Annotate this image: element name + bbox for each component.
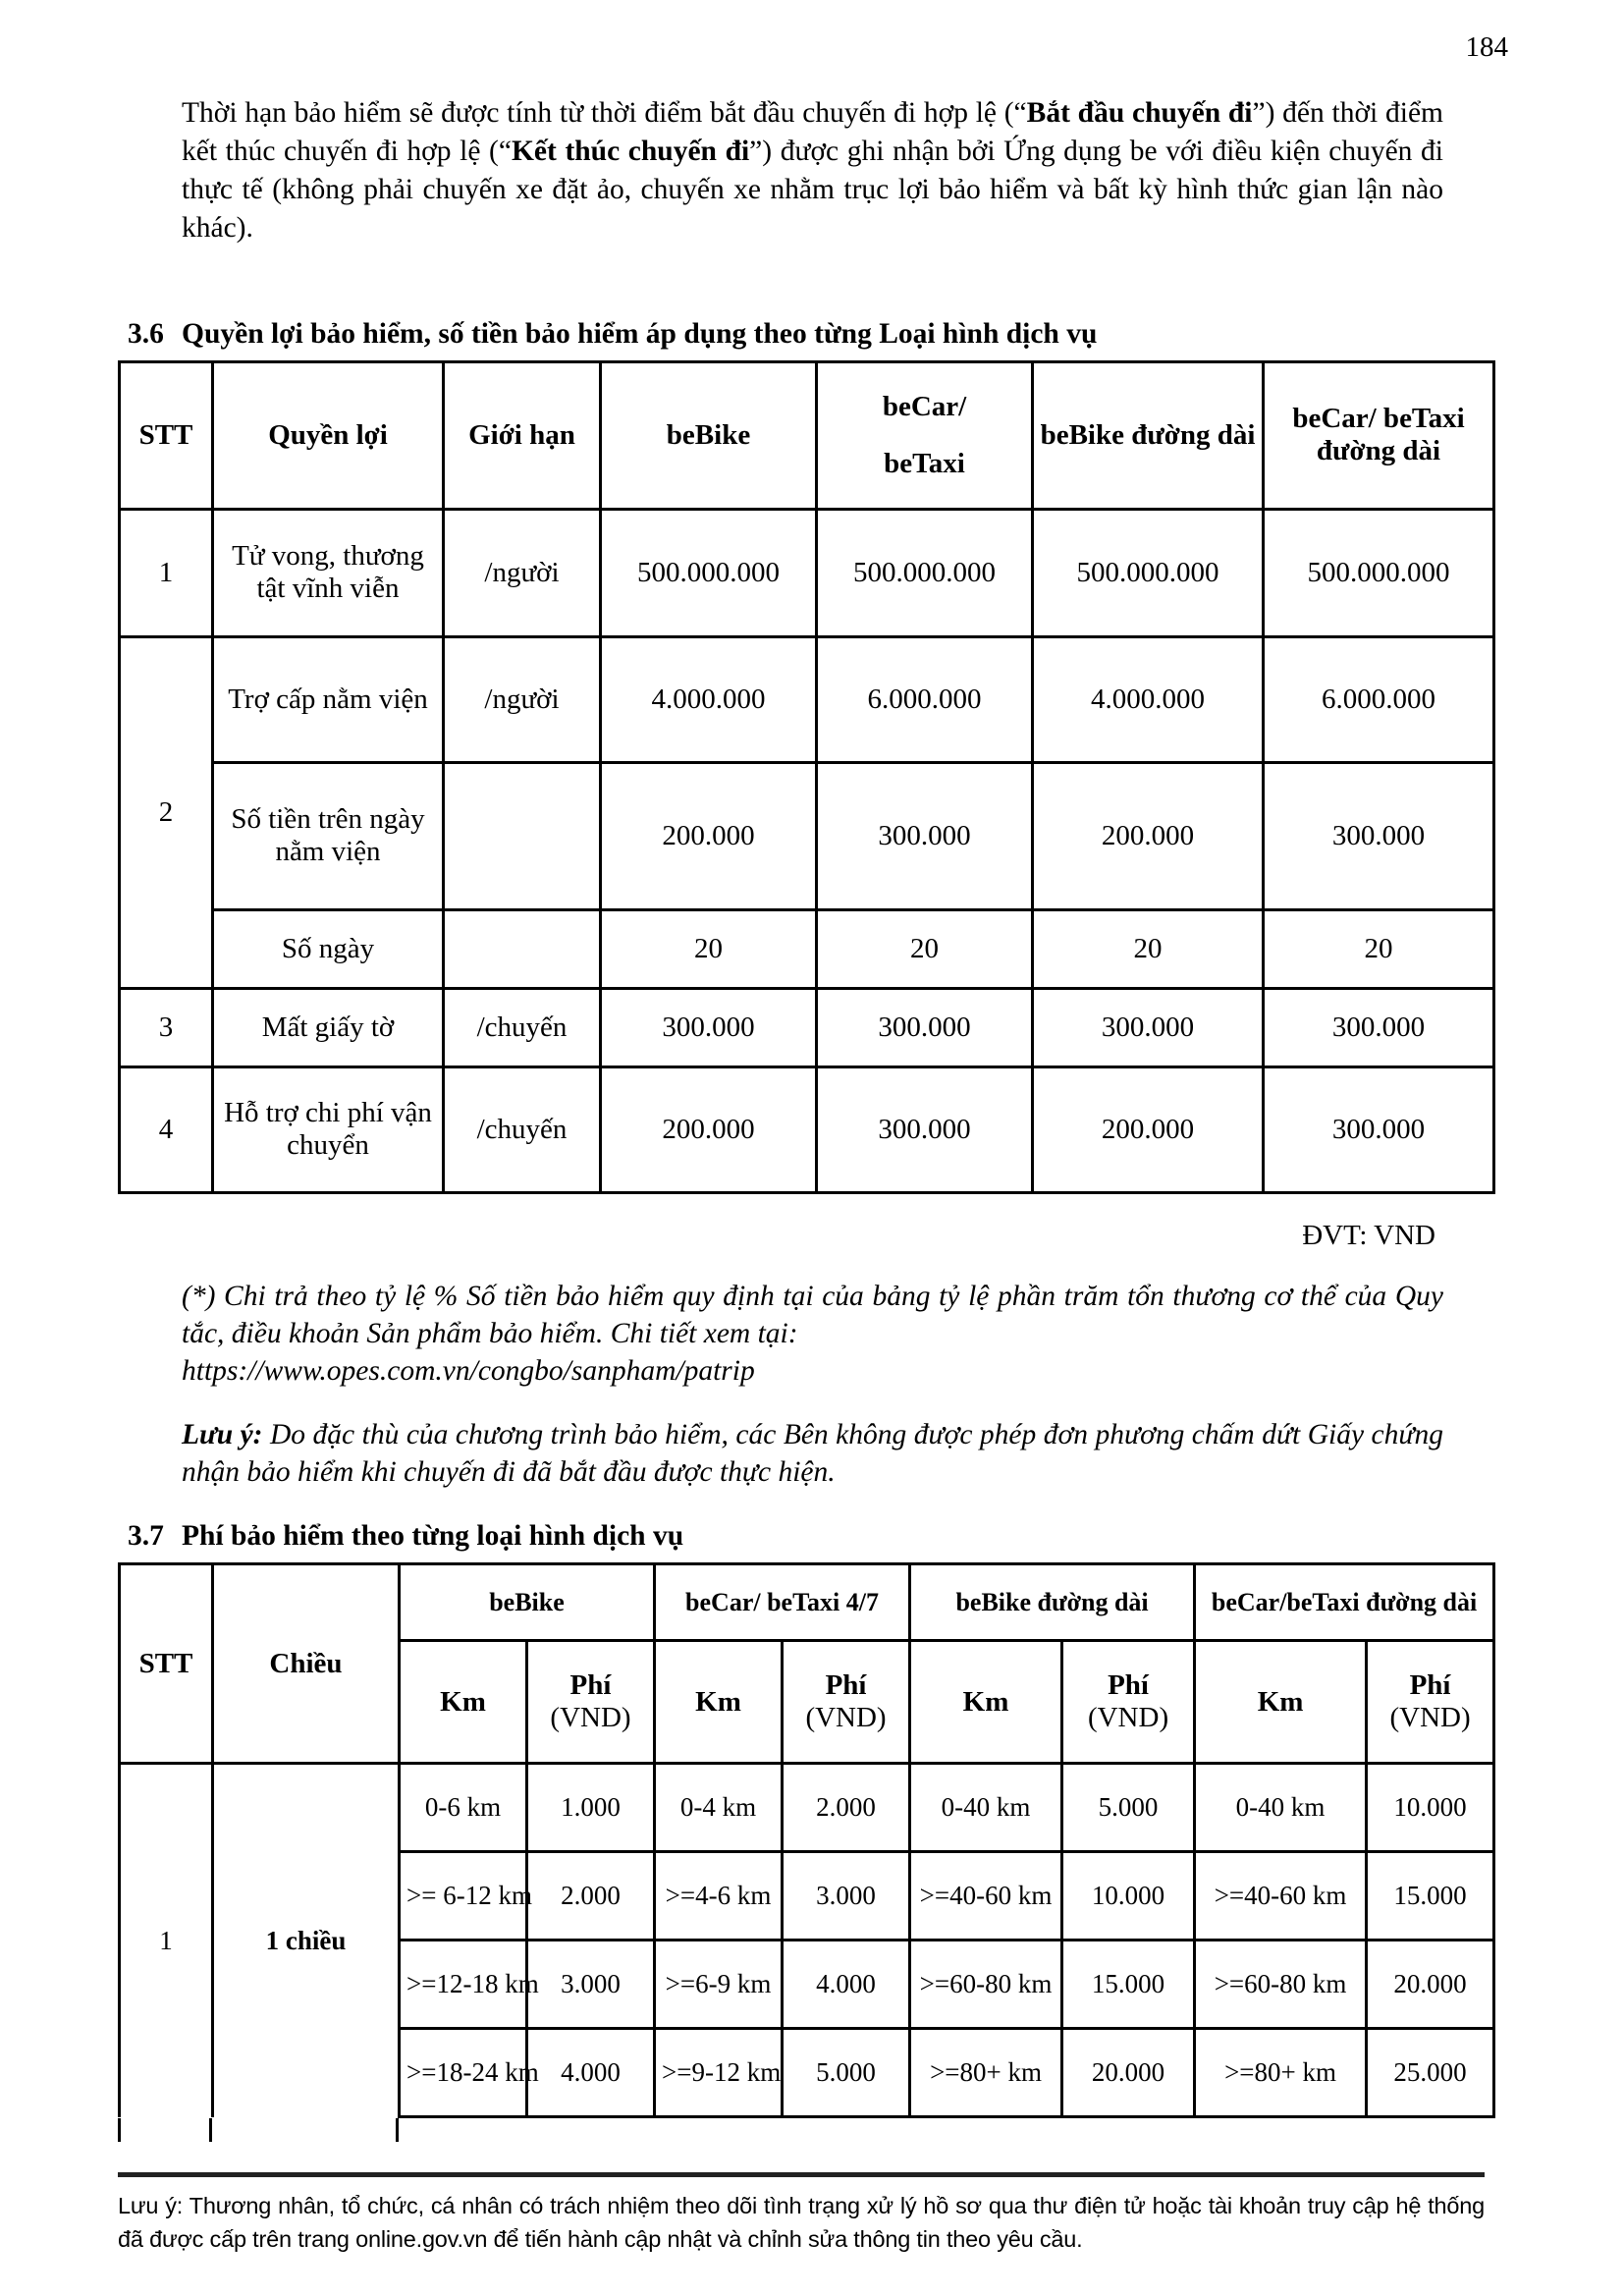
table-cell-limit: /người xyxy=(444,509,601,636)
table-cell: 6.000.000 xyxy=(817,636,1033,762)
section-number: 3.7 xyxy=(128,1520,164,1553)
column-header-fee: Phí (VND) xyxy=(783,1641,910,1764)
table-cell-benefit: Tử vong, thương tật vĩnh viễn xyxy=(213,509,444,636)
table-cell-limit xyxy=(444,909,601,988)
table-cell: >=40-60 km xyxy=(1195,1852,1367,1941)
table-cell: 200.000 xyxy=(601,1066,817,1192)
table-cell: 3.000 xyxy=(783,1852,910,1941)
table-continuation-lines xyxy=(118,2118,403,2142)
table-cell-benefit: Số tiền trên ngày nằm viện xyxy=(213,762,444,909)
table-cell: >= 6-12 km xyxy=(400,1852,527,1941)
table-cell: 20.000 xyxy=(1367,1941,1494,2029)
intro-text: ”) được ghi nhận bởi Ứng dụng be với điều kiện chuyến đi thực tế (không phải chuyến xe đặt ảo, chuyến xe nhằm trục lợi bảo hiểm và bất kỳ hình thức gian lận nào khác). xyxy=(182,135,1443,244)
table-cell-limit: /chuyến xyxy=(444,1066,601,1192)
column-header-limit: Giới hạn xyxy=(444,361,601,509)
table-cell-benefit: Mất giấy tờ xyxy=(213,988,444,1066)
table-cell: 0-40 km xyxy=(1195,1764,1367,1852)
table-cell: 15.000 xyxy=(1062,1941,1195,2029)
column-header-bebike-long: beBike đường dài xyxy=(1033,361,1264,509)
table-cell: >=18-24 km xyxy=(400,2029,527,2117)
section-title: Quyền lợi bảo hiểm, số tiền bảo hiểm áp dụng theo từng Loại hình dịch vụ xyxy=(182,317,1098,350)
table-cell: 15.000 xyxy=(1367,1852,1494,1941)
table-cell-limit: /chuyến xyxy=(444,988,601,1066)
column-header-fee: Phí (VND) xyxy=(527,1641,655,1764)
group-header-becar-47: beCar/ beTaxi 4/7 xyxy=(655,1564,910,1641)
table-cell: 4.000 xyxy=(783,1941,910,2029)
intro-text: ”) đến thời điểm kết thúc chuyến đi hợp lệ (“ xyxy=(182,97,1443,167)
column-header-fee: Phí (VND) xyxy=(1367,1641,1494,1764)
benefits-table xyxy=(118,360,1495,1194)
table-cell: 500.000.000 xyxy=(817,509,1033,636)
table-row xyxy=(120,762,1494,909)
group-header-bebike: beBike xyxy=(400,1564,655,1641)
table-cell: 4.000.000 xyxy=(1033,636,1264,762)
table-group-header-row xyxy=(120,1564,1494,1641)
table-cell: 0-40 km xyxy=(910,1764,1062,1852)
table-cell-stt: 1 xyxy=(120,1764,213,2117)
table-cell: 20 xyxy=(817,909,1033,988)
table-cell: 10.000 xyxy=(1367,1764,1494,1852)
table-cell: 200.000 xyxy=(1033,762,1264,909)
table-cell: 300.000 xyxy=(1264,1066,1494,1192)
table-cell: 20 xyxy=(1264,909,1494,988)
table-cell: 500.000.000 xyxy=(1264,509,1494,636)
column-header-km: Km xyxy=(1195,1641,1367,1764)
column-header-bebike: beBike xyxy=(601,361,817,509)
table-cell: 300.000 xyxy=(817,988,1033,1066)
intro-bold-end-trip: Kết thúc chuyến đi xyxy=(511,135,750,167)
table-cell: 4.000 xyxy=(527,2029,655,2117)
table-cell: 300.000 xyxy=(817,1066,1033,1192)
table-cell: >=9-12 km xyxy=(655,2029,783,2117)
table-cell: >=60-80 km xyxy=(910,1941,1062,2029)
table-cell: 500.000.000 xyxy=(601,509,817,636)
table-cell-benefit: Số ngày xyxy=(213,909,444,988)
column-header-becar-betaxi: beCar/ beTaxi xyxy=(817,361,1033,509)
group-header-bebike-long: beBike đường dài xyxy=(910,1564,1195,1641)
column-header-stt: STT xyxy=(120,361,213,509)
table-cell: 0-6 km xyxy=(400,1764,527,1852)
table-cell: 200.000 xyxy=(601,762,817,909)
table-cell: 6.000.000 xyxy=(1264,636,1494,762)
table-cell: >=40-60 km xyxy=(910,1852,1062,1941)
table-cell: 4.000.000 xyxy=(601,636,817,762)
table-row xyxy=(120,1764,1494,1852)
table-row xyxy=(120,988,1494,1066)
intro-bold-start-trip: Bắt đầu chuyến đi xyxy=(1026,97,1253,129)
table-cell: 1.000 xyxy=(527,1764,655,1852)
table-cell: 3.000 xyxy=(527,1941,655,2029)
column-header-benefit: Quyền lợi xyxy=(213,361,444,509)
table-cell: 5.000 xyxy=(783,2029,910,2117)
attention-label: Lưu ý: xyxy=(182,1418,263,1450)
fees-table xyxy=(118,1562,1495,2118)
table-cell-direction: 1 chiều xyxy=(213,1764,400,2117)
intro-paragraph xyxy=(182,94,1443,247)
table-cell-limit xyxy=(444,762,601,909)
table-cell: 300.000 xyxy=(1264,762,1494,909)
table-cell-stt: 4 xyxy=(120,1066,213,1192)
table-cell: 5.000 xyxy=(1062,1764,1195,1852)
table-cell-stt: 2 xyxy=(120,636,213,988)
table-cell-stt: 1 xyxy=(120,509,213,636)
table-cell: 500.000.000 xyxy=(1033,509,1264,636)
table-cell: 10.000 xyxy=(1062,1852,1195,1941)
table-cell: >=60-80 km xyxy=(1195,1941,1367,2029)
unit-note: ĐVT: VND xyxy=(1302,1219,1435,1251)
table-cell: >=12-18 km xyxy=(400,1941,527,2029)
section-36-heading xyxy=(118,318,1492,351)
section-37-heading xyxy=(118,1520,1492,1553)
table-cell: 300.000 xyxy=(817,762,1033,909)
star-note-url[interactable]: https://www.opes.com.vn/congbo/sanpham/patrip xyxy=(182,1355,755,1388)
page-number: 184 xyxy=(1465,31,1508,63)
table-cell: 300.000 xyxy=(1033,988,1264,1066)
column-header-stt: STT xyxy=(120,1564,213,1764)
table-row xyxy=(120,509,1494,636)
column-header-km: Km xyxy=(655,1641,783,1764)
table-cell: >=4-6 km xyxy=(655,1852,783,1941)
table-cell: >=6-9 km xyxy=(655,1941,783,2029)
table-cell: 20.000 xyxy=(1062,2029,1195,2117)
star-note-text: (*) Chi trả theo tỷ lệ % Số tiền bảo hiểm quy định tại của bảng tỷ lệ phần trăm tổn thương cơ thể của Quy tắc, điều khoản Sản phẩm bảo hiểm. Chi tiết xem tại: xyxy=(182,1280,1443,1350)
column-header-km: Km xyxy=(910,1641,1062,1764)
document-body xyxy=(118,94,1492,2142)
table-cell: 2.000 xyxy=(783,1764,910,1852)
table-cell-benefit: Hỗ trợ chi phí vận chuyển xyxy=(213,1066,444,1192)
table-cell-stt: 3 xyxy=(120,988,213,1066)
table-row xyxy=(120,1066,1494,1192)
table-cell: 300.000 xyxy=(601,988,817,1066)
table-cell: 20 xyxy=(601,909,817,988)
column-header-direction: Chiều xyxy=(213,1564,400,1764)
group-header-becar-long: beCar/beTaxi đường dài xyxy=(1195,1564,1494,1641)
table-cell: >=80+ km xyxy=(910,2029,1062,2117)
section-title: Phí bảo hiểm theo từng loại hình dịch vụ xyxy=(182,1520,684,1553)
table-cell: 300.000 xyxy=(1264,988,1494,1066)
table-cell-benefit: Trợ cấp nằm viện xyxy=(213,636,444,762)
table-cell: 20 xyxy=(1033,909,1264,988)
table-cell: 2.000 xyxy=(527,1852,655,1941)
section-number: 3.6 xyxy=(128,317,164,350)
table-row xyxy=(120,909,1494,988)
intro-text: Thời hạn bảo hiểm sẽ được tính từ thời điểm bắt đầu chuyến đi hợp lệ (“ xyxy=(182,97,1027,129)
table-row xyxy=(120,636,1494,762)
table-header-row xyxy=(120,361,1494,509)
attention-text: Do đặc thù của chương trình bảo hiểm, các Bên không được phép đơn phương chấm dứt Giấy chứng nhận bảo hiểm khi chuyến đi đã bắt đầu được thực hiện. xyxy=(182,1418,1443,1489)
table-cell: >=80+ km xyxy=(1195,2029,1367,2117)
table-cell: 0-4 km xyxy=(655,1764,783,1852)
footer-note: Lưu ý: Thương nhân, tổ chức, cá nhân có trách nhiệm theo dõi tình trạng xử lý hồ sơ qua thư điện tử hoặc tài khoản truy cập hệ thống đã được cấp trên trang online.gov.vn để tiến hành cập nhật và chỉnh sửa thông tin theo yêu cầu. xyxy=(118,2172,1485,2256)
attention-note xyxy=(182,1416,1443,1492)
column-header-km: Km xyxy=(400,1641,527,1764)
column-header-fee: Phí (VND) xyxy=(1062,1641,1195,1764)
column-header-becar-long: beCar/ beTaxi đường dài xyxy=(1264,361,1494,509)
table-cell: 25.000 xyxy=(1367,2029,1494,2117)
table-cell: 200.000 xyxy=(1033,1066,1264,1192)
star-note xyxy=(182,1278,1443,1391)
table-cell-limit: /người xyxy=(444,636,601,762)
